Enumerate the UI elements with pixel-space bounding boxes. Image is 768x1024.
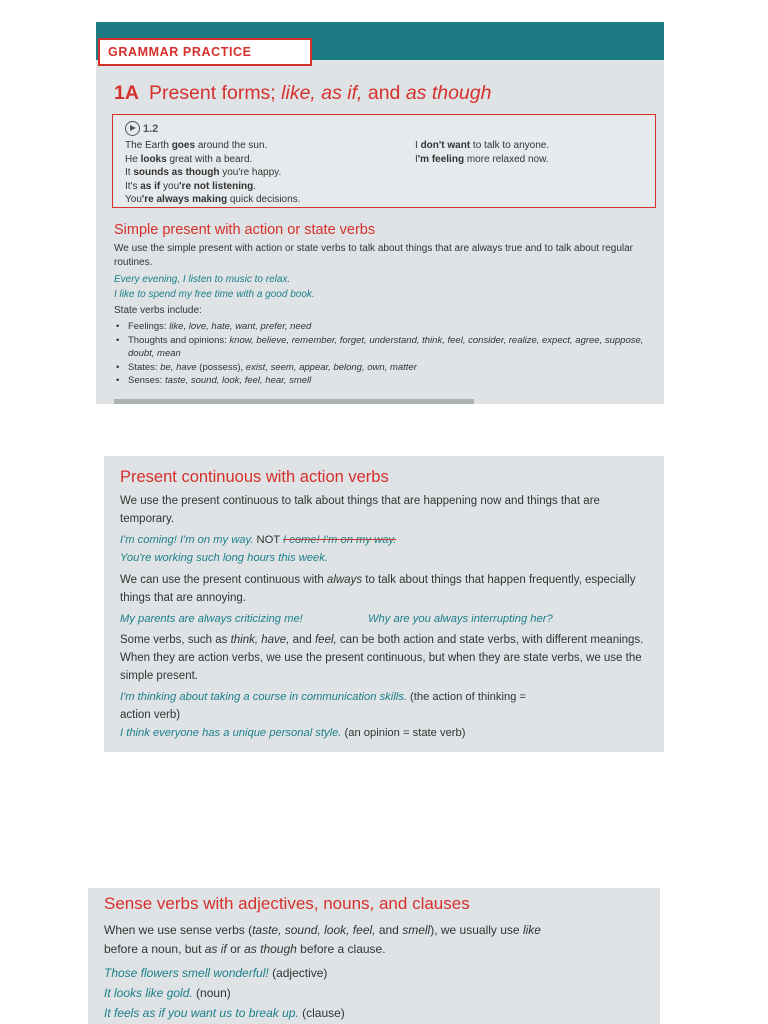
- list-item: • Thoughts and opinions: know, believe, remember, forget, understand, think, feel, consider, realize, expect, agree, suppose, doubt, mean: [114, 334, 654, 361]
- unit-title-italic-2: as though: [405, 82, 492, 104]
- list-item: • Feelings: like, love, hate, want, prefer, need: [114, 320, 654, 334]
- section-heading-simple-present: Simple present with action or state verbs: [114, 222, 376, 238]
- paragraph-1: We use the present continuous to talk about things that are happening now and things that are temporary.: [120, 495, 600, 525]
- grammar-panel-1a: [96, 22, 664, 404]
- example-sentence-2: I like to spend my free time with a good book.: [114, 289, 315, 300]
- example-right-1: I don't want to talk to anyone.: [415, 140, 550, 151]
- grammar-practice-tab: GRAMMAR PRACTICE: [98, 38, 312, 66]
- audio-player[interactable]: [125, 121, 158, 136]
- example-6: I think everyone has a unique personal style. (an opinion = state verb): [120, 727, 466, 739]
- example-4: Why are you always interrupting her?: [368, 613, 553, 625]
- unit-title-and: and: [362, 82, 406, 104]
- section-heading-present-continuous: Present continuous with action verbs: [120, 468, 389, 486]
- example-5-note: action verb): [120, 709, 181, 721]
- unit-title-italic: like, as if,: [281, 82, 363, 104]
- example-left-4: It's as if you're not listening.: [125, 180, 257, 192]
- example-3: My parents are always criticizing me!: [120, 613, 303, 625]
- state-verbs-list: [114, 320, 654, 388]
- example-right-2: I'm feeling more relaxed now.: [415, 153, 549, 165]
- example-left-1: The Earth goes around the sun.: [125, 140, 268, 151]
- section-heading-sense-verbs: Sense verbs with adjectives, nouns, and clauses: [104, 894, 470, 913]
- audio-track-number: 1.2: [143, 122, 159, 135]
- example-left-5: You're always making quick decisions.: [125, 194, 301, 205]
- example-adjective: Those flowers smell wonderful! (adjective): [104, 966, 328, 980]
- paragraph-sense-verbs: When we use sense verbs (taste, sound, look, feel, and smell), we usually use like before a noun, but as if or as though before a clause.: [104, 923, 541, 956]
- examples-box: [112, 114, 656, 208]
- unit-number: 1A: [114, 82, 139, 104]
- list-item: • States: be, have (possess), exist, seem, appear, belong, own, matter: [114, 361, 654, 375]
- example-1: I'm coming! I'm on my way. NOT I come! I'm on my way.: [120, 534, 397, 546]
- example-left-3: It sounds as though you're happy.: [125, 167, 282, 178]
- grammar-panel-present-continuous: [104, 456, 664, 752]
- example-sentence-1: Every evening, I listen to music to relax.: [114, 274, 291, 285]
- play-icon[interactable]: [125, 121, 140, 136]
- unit-title: [114, 82, 491, 105]
- unit-title-text: Present forms;: [148, 82, 282, 104]
- paragraph-2: We can use the present continuous with always to talk about things that happen frequently, especially things that are annoying.: [120, 574, 636, 604]
- paragraph-3: Some verbs, such as think, have, and feel, can be both action and state verbs, with different meanings. When they are action verbs, we use the present continuous, but when they are state verbs, we use the simple present.: [120, 634, 644, 682]
- example-2: You're working such long hours this week.: [120, 552, 328, 564]
- grammar-panel-sense-verbs: [88, 888, 660, 1024]
- example-noun: It looks like gold. (noun): [104, 986, 231, 1000]
- section-body: We use the simple present with action or state verbs to talk about things that are always true and to talk about regular routines.: [114, 243, 633, 268]
- state-verbs-intro: State verbs include:: [114, 305, 202, 316]
- list-item: • Senses: taste, sound, look, feel, hear, smell: [114, 374, 654, 388]
- example-5: I'm thinking about taking a course in communication skills. (the action of thinking =: [120, 691, 527, 703]
- example-left-2: He looks great with a beard.: [125, 153, 253, 165]
- example-clause: It feels as if you want us to break up. (clause): [104, 1006, 345, 1020]
- cropped-next-heading: [114, 399, 474, 404]
